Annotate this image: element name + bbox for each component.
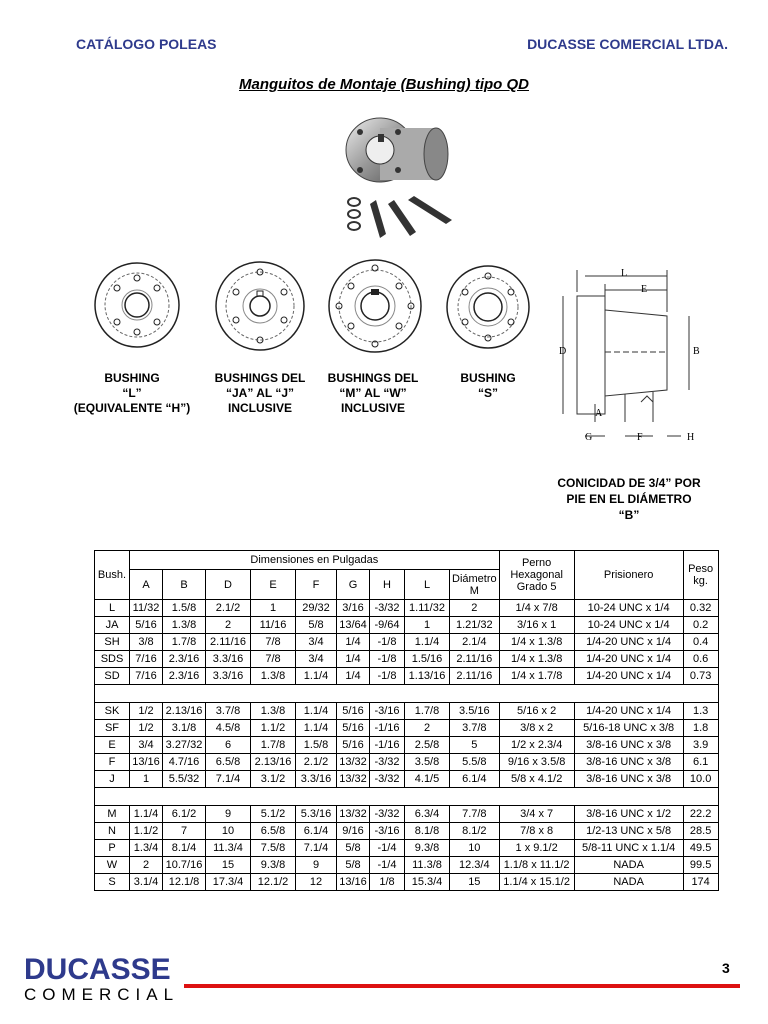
page-number: 3	[722, 960, 730, 976]
table-cell: 2.3/16	[163, 668, 206, 685]
table-cell: 2.1/2	[206, 600, 251, 617]
table-row	[95, 600, 719, 617]
table-cell: 6.1/2	[163, 806, 206, 823]
table-cell: 1.11/32	[405, 600, 450, 617]
table-cell: 2.11/16	[450, 668, 500, 685]
table-cell: 5/8	[337, 857, 370, 874]
table-row	[95, 806, 719, 823]
table-cell: 3/8	[130, 634, 163, 651]
caption-bushing-s: BUSHING “S”	[460, 371, 516, 400]
table-cell: 13/32	[337, 771, 370, 788]
table-cell: 6	[206, 737, 251, 754]
table-cell: 1/2	[130, 720, 163, 737]
bushing-ja-j-drawing	[212, 258, 308, 354]
table-cell: 7/8	[251, 651, 296, 668]
table-cell: 5/8	[296, 617, 337, 634]
table-cell: 99.5	[683, 857, 718, 874]
table-cell: 2.11/16	[206, 634, 251, 651]
table-cell: 7.7/8	[450, 806, 500, 823]
table-cell: 5/16	[130, 617, 163, 634]
table-cell: 0.6	[683, 651, 718, 668]
table-row	[95, 617, 719, 634]
table-cell: 5.5/32	[163, 771, 206, 788]
table-row	[95, 840, 719, 857]
table-cell: 0.2	[683, 617, 718, 634]
table-cell: 3.3/16	[296, 771, 337, 788]
col-h: H	[370, 570, 405, 600]
table-cell: 7.5/8	[251, 840, 296, 857]
table-cell: 3/8-16 UNC x 3/8	[574, 771, 683, 788]
col-b: B	[163, 570, 206, 600]
table-cell: 1.7/8	[163, 634, 206, 651]
table-row	[95, 651, 719, 668]
table-cell: -9/64	[370, 617, 405, 634]
table-cell: 3.1/4	[130, 874, 163, 891]
table-cell: -1/16	[370, 720, 405, 737]
table-cell: 2	[130, 857, 163, 874]
table-cell: 1.1/2	[130, 823, 163, 840]
table-cell: -1/4	[370, 857, 405, 874]
table-cell: 12	[296, 874, 337, 891]
label-b: B	[693, 346, 700, 357]
table-cell: SH	[95, 634, 130, 651]
table-cell: 3.1/8	[163, 720, 206, 737]
table-cell: E	[95, 737, 130, 754]
bushing-m-w-drawing	[325, 256, 425, 356]
table-cell: 15.3/4	[405, 874, 450, 891]
col-perno: Perno Hexagonal Grado 5	[499, 551, 574, 600]
table-cell: 11/16	[251, 617, 296, 634]
table-cell: 6.5/8	[206, 754, 251, 771]
table-cell: 1.1/4	[296, 720, 337, 737]
table-cell: -1/8	[370, 634, 405, 651]
table-cell: 9/16	[337, 823, 370, 840]
table-cell: 8.1/8	[405, 823, 450, 840]
table-cell: -3/32	[370, 806, 405, 823]
table-cell: 1.3/4	[130, 840, 163, 857]
table-separator	[95, 685, 719, 703]
table-cell: 5/16-18 UNC x 3/8	[574, 720, 683, 737]
table-cell: 3/4	[296, 651, 337, 668]
table-cell: 3/8-16 UNC x 3/8	[574, 737, 683, 754]
table-cell: 1	[130, 771, 163, 788]
col-diametro: Diámetro M	[450, 570, 500, 600]
table-cell: 1/4	[337, 634, 370, 651]
table-cell: 6.1/4	[450, 771, 500, 788]
table-cell: S	[95, 874, 130, 891]
table-cell: 1.1/4	[296, 668, 337, 685]
table-row	[95, 874, 719, 891]
table-cell: 4.5/8	[206, 720, 251, 737]
table-row	[95, 771, 719, 788]
table-cell: 1.5/8	[163, 600, 206, 617]
table-cell: 3.27/32	[163, 737, 206, 754]
taper-note: CONICIDAD DE 3/4” POR PIE EN EL DIÁMETRO “B”	[557, 476, 701, 522]
table-cell: 2.13/16	[163, 703, 206, 720]
table-cell: 1/2	[130, 703, 163, 720]
table-cell: 1.21/32	[450, 617, 500, 634]
table-cell: 1 x 9.1/2	[499, 840, 574, 857]
table-cell: 3/4 x 7	[499, 806, 574, 823]
table-cell: 1.3/8	[163, 617, 206, 634]
table-cell: 1.5/16	[405, 651, 450, 668]
table-cell: 5.5/8	[450, 754, 500, 771]
table-cell: 1.1/4	[130, 806, 163, 823]
table-cell: 1.8	[683, 720, 718, 737]
table-row	[95, 737, 719, 754]
table-cell: 5/16 x 2	[499, 703, 574, 720]
table-row	[95, 857, 719, 874]
table-cell: 1/4	[337, 651, 370, 668]
table-cell: 15	[206, 857, 251, 874]
table-cell: 11/32	[130, 600, 163, 617]
label-g: G	[585, 432, 593, 443]
table-cell: 10.0	[683, 771, 718, 788]
header-company-name: DUCASSE COMERCIAL LTDA.	[527, 36, 728, 52]
table-cell: 0.4	[683, 634, 718, 651]
table-cell: 2.1/2	[296, 754, 337, 771]
table-cell: -1/4	[370, 840, 405, 857]
table-cell: 28.5	[683, 823, 718, 840]
table-cell: 1/4 x 1.3/8	[499, 634, 574, 651]
table-cell: -3/32	[370, 754, 405, 771]
table-cell: J	[95, 771, 130, 788]
table-cell: 1.3/8	[251, 668, 296, 685]
table-cell: 7/16	[130, 668, 163, 685]
table-cell: 7.1/4	[296, 840, 337, 857]
table-row	[95, 634, 719, 651]
table-cell: 3.1/2	[251, 771, 296, 788]
table-cell: 7/8	[251, 634, 296, 651]
table-cell: 1/4-20 UNC x 1/4	[574, 634, 683, 651]
table-cell: 3.7/8	[206, 703, 251, 720]
table-cell: JA	[95, 617, 130, 634]
table-cell: 0.73	[683, 668, 718, 685]
table-cell: 13/32	[337, 754, 370, 771]
table-cell: 5.1/2	[251, 806, 296, 823]
table-cell: 3.5/8	[405, 754, 450, 771]
table-cell: 1.3	[683, 703, 718, 720]
table-cell: NADA	[574, 874, 683, 891]
table-cell: 6.3/4	[405, 806, 450, 823]
table-cell: 13/64	[337, 617, 370, 634]
table-cell: 7.1/4	[206, 771, 251, 788]
table-cell: 5/8 x 4.1/2	[499, 771, 574, 788]
bushing-l-drawing	[92, 260, 182, 350]
page-title: Manguitos de Montaje (Bushing) tipo QD	[239, 76, 529, 93]
table-cell: SDS	[95, 651, 130, 668]
table-cell: 2.5/8	[405, 737, 450, 754]
table-cell: 8.1/4	[163, 840, 206, 857]
table-cell: 1/4	[337, 668, 370, 685]
table-cell: 3.9	[683, 737, 718, 754]
table-cell: 2.3/16	[163, 651, 206, 668]
table-cell: 1	[405, 617, 450, 634]
table-cell: 3.5/16	[450, 703, 500, 720]
table-cell: 5/16	[337, 703, 370, 720]
table-cell: 3.7/8	[450, 720, 500, 737]
table-cell: 22.2	[683, 806, 718, 823]
table-cell: 1.7/8	[251, 737, 296, 754]
table-cell: -1/8	[370, 668, 405, 685]
table-cell: 7	[163, 823, 206, 840]
table-cell: 13/32	[337, 806, 370, 823]
table-cell: 13/16	[130, 754, 163, 771]
table-cell: 1.7/8	[405, 703, 450, 720]
table-row	[95, 754, 719, 771]
table-cell: 1/2-13 UNC x 5/8	[574, 823, 683, 840]
table-cell: SK	[95, 703, 130, 720]
table-cell: F	[95, 754, 130, 771]
table-cell: 3.3/16	[206, 651, 251, 668]
label-l: L	[621, 268, 628, 279]
table-cell: 2	[450, 600, 500, 617]
table-cell: 1/4 x 7/8	[499, 600, 574, 617]
table-cell: 1/8	[370, 874, 405, 891]
table-cell: 10.7/16	[163, 857, 206, 874]
table-cell: 1.5/8	[296, 737, 337, 754]
table-cell: 2.11/16	[450, 651, 500, 668]
col-a: A	[130, 570, 163, 600]
table-cell: 1.13/16	[405, 668, 450, 685]
bushing-photo	[320, 108, 470, 248]
header-catalog-title: CATÁLOGO POLEAS	[76, 36, 217, 52]
table-cell: 6.1	[683, 754, 718, 771]
table-cell: P	[95, 840, 130, 857]
table-cell: -1/8	[370, 651, 405, 668]
table-cell: W	[95, 857, 130, 874]
table-cell: 7/8 x 8	[499, 823, 574, 840]
table-cell: 17.3/4	[206, 874, 251, 891]
table-cell: 1/4-20 UNC x 1/4	[574, 651, 683, 668]
table-cell: N	[95, 823, 130, 840]
table-cell: SF	[95, 720, 130, 737]
table-row	[95, 703, 719, 720]
table-cell: 174	[683, 874, 718, 891]
caption-bushing-l: BUSHING “L” (EQUIVALENTE “H”)	[73, 371, 191, 415]
table-cell: 1/4-20 UNC x 1/4	[574, 703, 683, 720]
label-a: A	[595, 408, 603, 419]
table-cell: 3/8 x 2	[499, 720, 574, 737]
table-cell: 10	[450, 840, 500, 857]
col-e: E	[251, 570, 296, 600]
table-cell: 12.1/2	[251, 874, 296, 891]
table-cell: 4.1/5	[405, 771, 450, 788]
table-cell: 9	[206, 806, 251, 823]
table-cell: 3/16	[337, 600, 370, 617]
table-cell: NADA	[574, 857, 683, 874]
table-cell: 9	[296, 857, 337, 874]
col-g: G	[337, 570, 370, 600]
table-cell: 49.5	[683, 840, 718, 857]
table-cell: 9.3/8	[251, 857, 296, 874]
table-cell: 15	[450, 874, 500, 891]
table-row	[95, 720, 719, 737]
table-cell: 8.1/2	[450, 823, 500, 840]
table-cell: 5/16	[337, 737, 370, 754]
col-l: L	[405, 570, 450, 600]
table-cell: 5/16	[337, 720, 370, 737]
label-f: F	[637, 432, 643, 443]
dimensions-table	[94, 550, 719, 891]
table-cell: 1.3/8	[251, 703, 296, 720]
table-cell: 9/16 x 3.5/8	[499, 754, 574, 771]
label-d: D	[559, 346, 567, 357]
col-bush: Bush.	[95, 551, 130, 600]
table-cell: 12.3/4	[450, 857, 500, 874]
table-cell: -3/32	[370, 600, 405, 617]
table-cell: 5/8	[337, 840, 370, 857]
table-cell: 10-24 UNC x 1/4	[574, 600, 683, 617]
table-cell: 3/4	[296, 634, 337, 651]
table-cell: 1.1/8 x 11.1/2	[499, 857, 574, 874]
table-cell: 10-24 UNC x 1/4	[574, 617, 683, 634]
table-cell: 2	[206, 617, 251, 634]
col-d: D	[206, 570, 251, 600]
table-cell: 3/8-16 UNC x 3/8	[574, 754, 683, 771]
table-cell: 29/32	[296, 600, 337, 617]
table-cell: 1/2 x 2.3/4	[499, 737, 574, 754]
table-cell: L	[95, 600, 130, 617]
table-cell: 1.1/4 x 15.1/2	[499, 874, 574, 891]
table-cell: 7/16	[130, 651, 163, 668]
table-cell: 12.1/8	[163, 874, 206, 891]
col-prisionero: Prisionero	[574, 551, 683, 600]
label-e: E	[641, 284, 648, 295]
table-cell: -1/16	[370, 737, 405, 754]
table-cell: -3/16	[370, 703, 405, 720]
col-f: F	[296, 570, 337, 600]
table-cell: 5	[450, 737, 500, 754]
table-cell: 9.3/8	[405, 840, 450, 857]
table-cell: 1.1/4	[296, 703, 337, 720]
table-cell: 1/4 x 1.3/8	[499, 651, 574, 668]
table-cell: 11.3/4	[206, 840, 251, 857]
table-cell: -3/16	[370, 823, 405, 840]
table-row	[95, 668, 719, 685]
table-cell: 2.13/16	[251, 754, 296, 771]
table-separator	[95, 788, 719, 806]
table-cell: 1.1/2	[251, 720, 296, 737]
table-cell: M	[95, 806, 130, 823]
ducasse-logo: DUCASSE COMERCIAL	[24, 953, 180, 1004]
footer-rule	[184, 984, 740, 988]
table-cell: 0.32	[683, 600, 718, 617]
table-cell: 2	[405, 720, 450, 737]
table-cell: 13/16	[337, 874, 370, 891]
table-row	[95, 823, 719, 840]
caption-bushing-m-w: BUSHINGS DEL “M” AL “W” INCLUSIVE	[327, 371, 419, 415]
table-cell: -3/32	[370, 771, 405, 788]
table-cell: 5/8-11 UNC x 1.1/4	[574, 840, 683, 857]
table-cell: 6.5/8	[251, 823, 296, 840]
table-cell: 3/16 x 1	[499, 617, 574, 634]
group-header: Dimensiones en Pulgadas	[130, 551, 500, 570]
bushing-s-drawing	[443, 262, 533, 352]
table-cell: 10	[206, 823, 251, 840]
table-cell: 1/4 x 1.7/8	[499, 668, 574, 685]
dimension-diagram	[555, 262, 715, 452]
col-peso: Peso kg.	[683, 551, 718, 600]
table-cell: 6.1/4	[296, 823, 337, 840]
table-cell: 3/4	[130, 737, 163, 754]
caption-bushing-ja-j: BUSHINGS DEL “JA” AL “J” INCLUSIVE	[214, 371, 306, 415]
table-cell: 11.3/8	[405, 857, 450, 874]
table-cell: 5.3/16	[296, 806, 337, 823]
table-cell: SD	[95, 668, 130, 685]
table-cell: 3/8-16 UNC x 1/2	[574, 806, 683, 823]
table-cell: 4.7/16	[163, 754, 206, 771]
label-h: H	[687, 432, 695, 443]
table-cell: 1	[251, 600, 296, 617]
table-cell: 3.3/16	[206, 668, 251, 685]
table-cell: 2.1/4	[450, 634, 500, 651]
table-cell: 1/4-20 UNC x 1/4	[574, 668, 683, 685]
table-cell: 1.1/4	[405, 634, 450, 651]
